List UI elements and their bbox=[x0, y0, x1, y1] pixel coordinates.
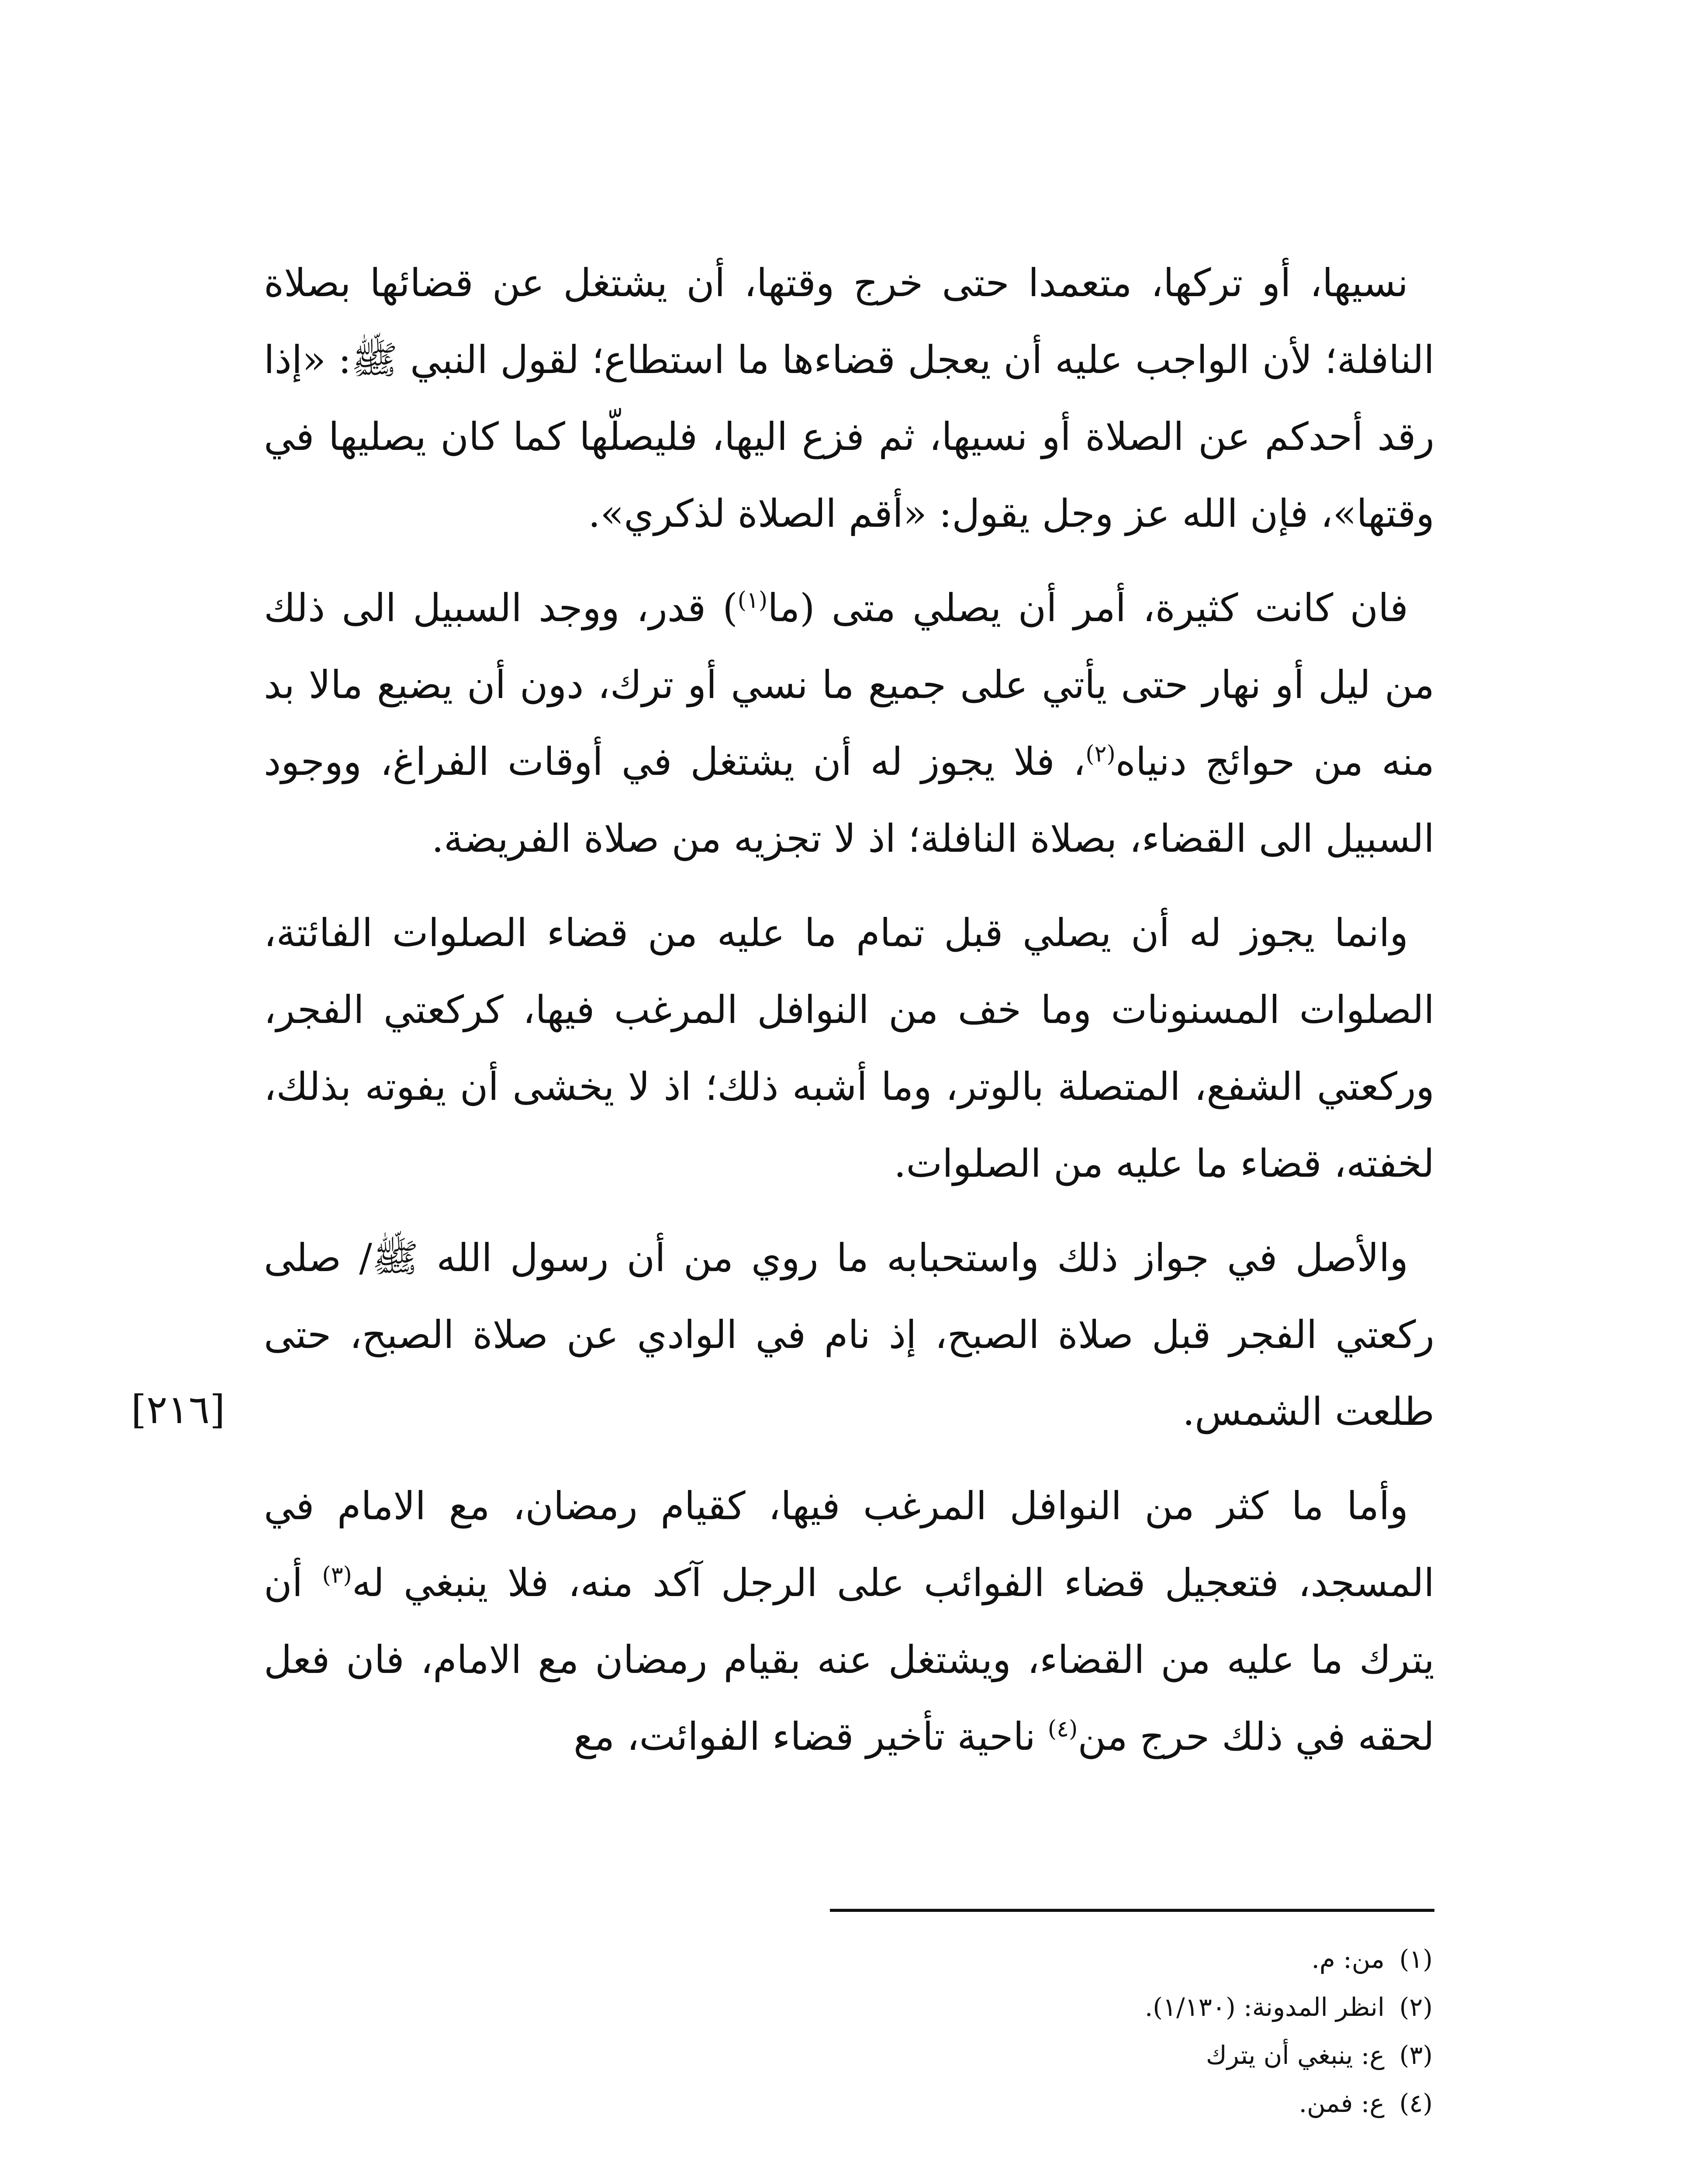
paragraph bbox=[264, 1220, 1434, 1450]
paragraph bbox=[264, 245, 1434, 552]
paragraph bbox=[264, 1468, 1434, 1775]
paragraph-text: وانما يجوز له أن يصلي قبل تمام ما عليه من قضاء الصلوات الفائتة، الصلوات المسنونات وما خف من النوافل المرغب فيها، كركعتي الفجر، وركعتي الشفع، المتصلة بالوتر، وما أشبه ذلك؛ اذ لا يخشى أن يفوته بذلك، لخفته، قضاء ما عليه من الصلوات. bbox=[264, 910, 1434, 1186]
paragraph-text: فان كانت كثيرة، أمر أن يصلي متى (ما bbox=[767, 585, 1408, 630]
paragraph-text: أن يترك ما عليه من القضاء، ويشتغل عنه بقيام رمضان مع الامام، فان فعل لحقه في ذلك حرج من bbox=[264, 1560, 1434, 1759]
footnote-divider bbox=[830, 1909, 1434, 1912]
footnote-text: من: م. bbox=[1311, 1944, 1385, 1974]
footnote-item bbox=[830, 1935, 1433, 1983]
margin-reference: [٢١٦] bbox=[131, 1387, 225, 1433]
footnote-marker: (١) bbox=[737, 587, 768, 614]
paragraph-text: نسيها، أو تركها، متعمدا حتى خرج وقتها، أن يشتغل عن قضائها بصلاة النافلة؛ لأن الواجب عليه أن يعجل قضاءها ما استطاع؛ لقول النبي ﷺ: «إذا رقد أحدكم عن الصلاة أو نسيها، ثم فزع اليها، فليصلّها كما كان يصليها في وقتها»، فإن الله عز وجل يقول: «أقم الصلاة لذكري». bbox=[264, 260, 1434, 536]
body-text bbox=[264, 245, 1434, 1793]
paragraph bbox=[264, 570, 1434, 877]
footnote-number: (٣) bbox=[1399, 2040, 1433, 2070]
footnote-number: (٤) bbox=[1399, 2088, 1433, 2118]
footnote-item bbox=[830, 2031, 1433, 2079]
paragraph-text: ، فلا يجوز له أن يشتغل في أوقات الفراغ، ووجود السبيل الى القضاء، بصلاة النافلة؛ اذ لا تجزيه من صلاة الفريضة. bbox=[264, 739, 1434, 861]
footnote-item bbox=[830, 1983, 1433, 2031]
paragraph-text: وأما ما كثر من النوافل المرغب فيها، كقيام رمضان، مع الامام في المسجد، فتعجيل قضاء الفوائب على الرجل آكد منه، فلا ينبغي له bbox=[264, 1483, 1435, 1605]
footnote-number: (١) bbox=[1399, 1944, 1433, 1974]
footnote-text: انظر المدونة: (١/١٣٠). bbox=[1144, 1992, 1385, 2022]
paragraph-text: ) قدر، ووجد السبيل الى ذلك من ليل أو نهار حتى يأتي على جميع ما نسي أو ترك، دون أن يضيع مالا بد منه من حوائج دنياه bbox=[264, 585, 1435, 784]
paragraph-text: والأصل في جواز ذلك واستحبابه ما روي من أن رسول الله ﷺ/ صلى ركعتي الفجر قبل صلاة الصبح، إذ نام في الوادي عن صلاة الصبح، حتى طلعت الشمس. bbox=[264, 1235, 1434, 1434]
paragraph-text: ناحية تأخير قضاء الفوائت، مع bbox=[574, 1714, 1048, 1759]
footnote-text: ع: ينبغي أن يترك bbox=[1206, 2040, 1385, 2070]
footnote-marker: (٣) bbox=[322, 1562, 352, 1589]
footnote-number: (٢) bbox=[1399, 1992, 1433, 2022]
footnotes bbox=[830, 1935, 1433, 2127]
paragraph bbox=[264, 895, 1434, 1202]
footnote-text: ع: فمن. bbox=[1299, 2088, 1385, 2118]
footnote-marker: (٢) bbox=[1085, 741, 1116, 767]
footnote-item bbox=[830, 2079, 1433, 2127]
footnote-marker: (٤) bbox=[1047, 1716, 1078, 1742]
